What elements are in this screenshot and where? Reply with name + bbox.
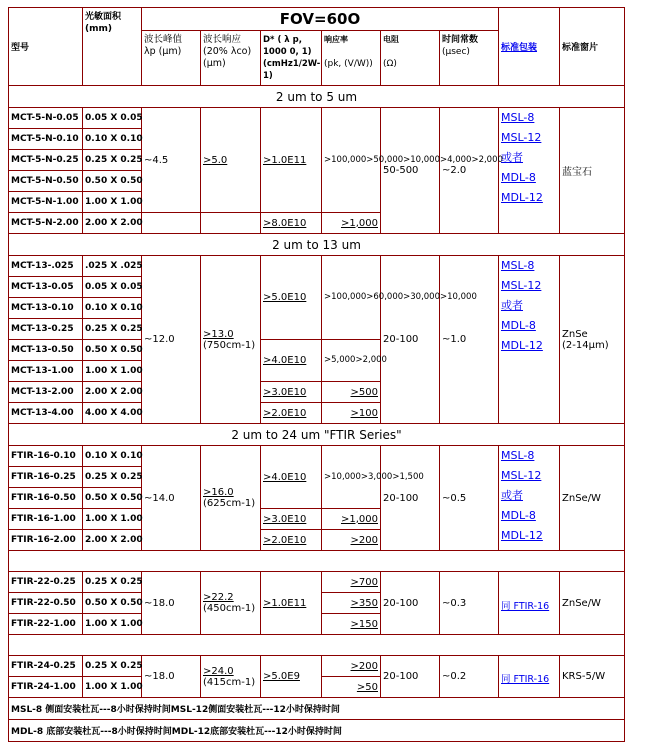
peak-cell: ~18.0: [142, 572, 201, 635]
model-cell: FTIR-24-0.25: [9, 656, 83, 677]
window-cell: ZnSe (2-14μm): [560, 256, 625, 424]
model-cell: MCT-5-N-0.25: [9, 150, 83, 171]
model-cell: FTIR-22-0.50: [9, 593, 83, 614]
area-cell: 2.00 X 2.00: [83, 213, 142, 234]
area-cell: 1.00 X 1.00: [83, 614, 142, 635]
model-cell: FTIR-16-0.50: [9, 488, 83, 509]
timeconst-cell: ~0.2: [440, 656, 499, 698]
model-cell: MCT-5-N-0.05: [9, 108, 83, 129]
package-cell: [499, 108, 560, 234]
area-cell: 0.25 X 0.25: [83, 656, 142, 677]
peak-cell: ~18.0: [142, 656, 201, 698]
dstar-cell: >1.0E11: [261, 108, 322, 213]
package-cell: [499, 446, 560, 551]
col-window-header: 标准窗片: [560, 8, 625, 86]
area-cell: 1.00 X 1.00: [83, 509, 142, 530]
dstar-cell: >3.0E10: [261, 509, 322, 530]
dstar-cell: >4.0E10: [261, 446, 322, 509]
range-row-2-24um: 2 um to 24 um "FTIR Series": [9, 424, 625, 446]
spacer-row: [9, 635, 625, 656]
pkg-link-msl-8[interactable]: MSL-8: [501, 111, 535, 124]
pkg-link-mdl-12[interactable]: MDL-12: [501, 191, 543, 204]
pkg-link-mdl-8[interactable]: MDL-8: [501, 509, 536, 522]
area-cell: 1.00 X 1.00: [83, 361, 142, 382]
area-cell: 2.00 X 2.00: [83, 382, 142, 403]
range-row-2-5um: 2 um to 5 um: [9, 86, 625, 108]
responsivity-cell: >700: [322, 572, 381, 593]
window-cell: ZnSe/W: [560, 572, 625, 635]
model-cell: MCT-5-N-0.50: [9, 171, 83, 192]
responsivity-cell: >200: [322, 656, 381, 677]
model-cell: FTIR-16-0.25: [9, 467, 83, 488]
area-cell: 0.25 X 0.25: [83, 319, 142, 340]
area-cell: 0.10 X 0.10: [83, 446, 142, 467]
pkg-link-or[interactable]: 或者: [501, 151, 523, 164]
timeconst-cell: ~1.0: [440, 256, 499, 424]
col-resistance-header: 电阻 (Ω): [381, 31, 440, 86]
responsivity-cell: >150: [322, 614, 381, 635]
responsivity-cell: >1,000: [322, 509, 381, 530]
model-cell: MCT-13-1.00: [9, 361, 83, 382]
dstar-cell: >3.0E10: [261, 382, 322, 403]
model-cell: MCT-13-0.05: [9, 277, 83, 298]
resistance-cell: 20-100: [381, 656, 440, 698]
spec-table: [8, 7, 625, 742]
resistance-cell: 20-100: [381, 572, 440, 635]
model-cell: FTIR-24-1.00: [9, 677, 83, 698]
area-cell: 0.50 X 0.50: [83, 488, 142, 509]
model-cell: MCT-5-N-2.00: [9, 213, 83, 234]
package-cell: [499, 572, 560, 635]
responsivity-cell: >500: [322, 382, 381, 403]
area-cell: 4.00 X 4.00: [83, 403, 142, 424]
timeconst-cell: ~0.5: [440, 446, 499, 551]
spacer-row: [9, 551, 625, 572]
peak-cell: ~4.5: [142, 108, 201, 213]
area-cell: 0.10 X 0.10: [83, 129, 142, 150]
area-cell: .025 X .025: [83, 256, 142, 277]
responsivity-cell: >5,000>2,000: [322, 340, 381, 382]
footer-note-mdl: MDL-8 底部安装杜瓦---8小时保持时间MDL-12底部安装杜瓦---12小时保持时间: [9, 720, 625, 742]
model-cell: MCT-13-0.50: [9, 340, 83, 361]
responsivity-cell: >100,000>60,000>30,000>10,000: [322, 256, 381, 340]
pkg-link-msl-8[interactable]: MSL-8: [501, 259, 535, 272]
col-model-header: 型号: [9, 8, 83, 86]
window-cell: ZnSe/W: [560, 446, 625, 551]
range-row-2-13um: 2 um to 13 um: [9, 234, 625, 256]
peak-cell: ~14.0: [142, 446, 201, 551]
area-cell: 0.25 X 0.25: [83, 467, 142, 488]
dstar-cell: >5.0E9: [261, 656, 322, 698]
responsivity-cell: >100,000>50,000>10,000>4,000>2,000: [322, 108, 381, 213]
area-cell: 1.00 X 1.00: [83, 192, 142, 213]
dstar-cell: >2.0E10: [261, 530, 322, 551]
window-cell: KRS-5/W: [560, 656, 625, 698]
fov-header: FOV=60O: [142, 8, 499, 31]
peak-cell: ~12.0: [142, 256, 201, 424]
resistance-cell: 20-100: [381, 256, 440, 424]
model-cell: MCT-13-4.00: [9, 403, 83, 424]
model-cell: MCT-13-.025: [9, 256, 83, 277]
col-resp20-header: 波长响应 (20% λco) (μm): [201, 31, 261, 86]
window-cell: 蓝宝石: [560, 108, 625, 234]
dstar-cell: >4.0E10: [261, 340, 322, 382]
empty-cell: [142, 213, 201, 234]
responsivity-cell: >350: [322, 593, 381, 614]
resp20-cell: >13.0 (750cm-1): [201, 256, 261, 424]
package-cell: [499, 256, 560, 424]
model-cell: MCT-5-N-1.00: [9, 192, 83, 213]
area-cell: 0.25 X 0.25: [83, 150, 142, 171]
pkg-link-mdl-12[interactable]: MDL-12: [501, 339, 543, 352]
col-area-header: 光敏面积 (mm): [83, 8, 142, 86]
area-cell: 0.50 X 0.50: [83, 340, 142, 361]
resistance-cell: 20-100: [381, 446, 440, 551]
area-cell: 0.10 X 0.10: [83, 298, 142, 319]
pkg-link-msl-12[interactable]: MSL-12: [501, 469, 542, 482]
resistance-cell: 50-500: [381, 108, 440, 234]
pkg-link-msl-12[interactable]: MSL-12: [501, 279, 542, 292]
pkg-link-msl-12[interactable]: MSL-12: [501, 131, 542, 144]
col-package-header: 标准包装: [499, 8, 560, 86]
model-cell: FTIR-16-2.00: [9, 530, 83, 551]
pkg-link-mdl-12[interactable]: MDL-12: [501, 529, 543, 542]
col-responsivity-header: 响应率 (pk, (V/W)): [322, 31, 381, 86]
timeconst-cell: ~0.3: [440, 572, 499, 635]
footer-note-msl: MSL-8 侧面安装杜瓦---8小时保持时间MSL-12侧面安装杜瓦---12小时保持时间: [9, 698, 625, 720]
area-cell: 0.50 X 0.50: [83, 593, 142, 614]
pkg-link-or[interactable]: 或者: [501, 489, 523, 502]
pkg-link-msl-8[interactable]: MSL-8: [501, 449, 535, 462]
responsivity-cell: >1,000: [322, 213, 381, 234]
area-cell: 0.50 X 0.50: [83, 171, 142, 192]
pkg-link-same-ftir-16[interactable]: 同 FTIR-16: [501, 600, 550, 612]
area-cell: 0.05 X 0.05: [83, 108, 142, 129]
responsivity-cell: >10,000>3,000>1,500: [322, 446, 381, 509]
model-cell: MCT-13-2.00: [9, 382, 83, 403]
timeconst-cell: ~2.0: [440, 108, 499, 234]
model-cell: FTIR-22-1.00: [9, 614, 83, 635]
area-cell: 2.00 X 2.00: [83, 530, 142, 551]
model-cell: FTIR-22-0.25: [9, 572, 83, 593]
empty-cell: [201, 213, 261, 234]
pkg-link-same-ftir-16[interactable]: 同 FTIR-16: [501, 674, 550, 685]
resp20-cell: >5.0: [201, 108, 261, 213]
col-dstar-header: D* ( λ p, 1000 0, 1) (cmHz1/2W-1): [261, 31, 322, 86]
pkg-link-mdl-8[interactable]: MDL-8: [501, 319, 536, 332]
model-cell: FTIR-16-0.10: [9, 446, 83, 467]
area-cell: 0.25 X 0.25: [83, 572, 142, 593]
col-peak-header: 波长峰值 λp (μm): [142, 31, 201, 86]
model-cell: FTIR-16-1.00: [9, 509, 83, 530]
responsivity-cell: >50: [322, 677, 381, 698]
model-cell: MCT-13-0.10: [9, 298, 83, 319]
dstar-cell: >1.0E11: [261, 572, 322, 635]
dstar-cell: >8.0E10: [261, 213, 322, 234]
model-cell: MCT-13-0.25: [9, 319, 83, 340]
resp20-cell: >24.0 (415cm-1): [201, 656, 261, 698]
area-cell: 1.00 X 1.00: [83, 677, 142, 698]
resp20-cell: >16.0 (625cm-1): [201, 446, 261, 551]
resp20-cell: >22.2 (450cm-1): [201, 572, 261, 635]
area-cell: 0.05 X 0.05: [83, 277, 142, 298]
responsivity-cell: >200: [322, 530, 381, 551]
package-cell: [499, 656, 560, 698]
col-timeconst-header: 时间常数 (μsec): [440, 31, 499, 86]
pkg-link-or[interactable]: 或者: [501, 299, 523, 312]
responsivity-cell: >100: [322, 403, 381, 424]
pkg-link-mdl-8[interactable]: MDL-8: [501, 171, 536, 184]
dstar-cell: >2.0E10: [261, 403, 322, 424]
dstar-cell: >5.0E10: [261, 256, 322, 340]
model-cell: MCT-5-N-0.10: [9, 129, 83, 150]
